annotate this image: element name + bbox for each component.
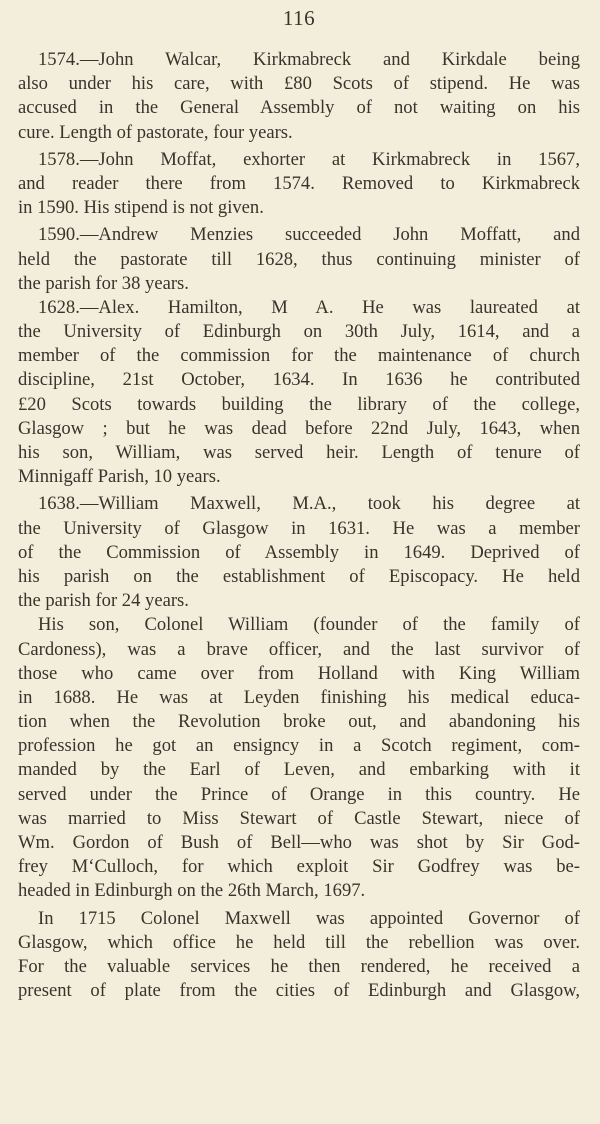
entry-maxwell <box>18 492 580 613</box>
text-line: profession he got an ensigncy in a Scotch regiment, com- <box>18 735 580 757</box>
text-line: the parish for 38 years. <box>18 272 189 294</box>
text-line: the University of Glasgow in 1631. He was a member <box>18 517 580 539</box>
text-line: the University of Edinburgh on 30th July, 1614, and a <box>18 321 580 343</box>
entry-moffat <box>18 148 580 221</box>
text-line: Glasgow ; but he was dead before 22nd July, 1643, when <box>18 417 580 439</box>
text-line: member of the commission for the maintenance of church <box>18 345 580 367</box>
text-line: Wm. Gordon of Bush of Bell—who was shot by Sir God- <box>18 832 580 853</box>
text-line: His son, Colonel William (founder of the family of <box>38 614 580 636</box>
text-line: present of plate from the cities of Edinburgh and Glasgow, <box>18 980 580 1002</box>
text-line: his parish on the establishment of Episcopacy. He held <box>18 565 580 587</box>
text-line: the parish for 24 years. <box>18 590 189 612</box>
text-line: cure. Length of pastorate, four years. <box>18 121 293 143</box>
page-number: 116 <box>282 6 316 30</box>
text-line: and reader there from 1574. Removed to Kirkmabreck <box>18 172 580 194</box>
entry-governor <box>18 907 580 1004</box>
text-line: 1574.—John Walcar, Kirkmabreck and Kirkdale being <box>38 49 580 70</box>
text-line: also under his care, with £80 Scots of stipend. He was <box>18 73 580 95</box>
text-line: tion when the Revolution broke out, and abandoning his <box>18 711 580 733</box>
entry-hamilton <box>18 296 580 490</box>
text-line: 1628.—Alex. Hamilton, M A. He was laureated at <box>38 296 580 318</box>
text-line: headed in Edinburgh on the 26th March, 1697. <box>18 880 366 902</box>
text-line: served under the Prince of Orange in this country. He <box>18 783 580 805</box>
text-line: Minnigaff Parish, 10 years. <box>18 466 221 488</box>
text-line: of the Commission of Assembly in 1649. Deprived of <box>18 541 580 563</box>
text-line: Glasgow, which office he held till the rebellion was over. <box>18 931 580 953</box>
text-line: in 1688. He was at Leyden finishing his medical educa- <box>18 686 580 708</box>
text-line: frey M‘Culloch, for which exploit Sir Godfrey was be- <box>18 856 580 878</box>
text-line: those who came over from Holland with King William <box>18 662 580 684</box>
text-line: was married to Miss Stewart of Castle Stewart, niece of <box>18 807 580 829</box>
text-line: 1590.—Andrew Menzies succeeded John Moffatt, and <box>38 224 580 246</box>
text-line: held the pastorate till 1628, thus continuing minister of <box>18 248 580 270</box>
text-line: in 1590. His stipend is not given. <box>18 197 264 219</box>
text-line: Cardoness), was a brave officer, and the last survivor of <box>18 638 580 660</box>
entry-colonel-william <box>18 613 580 903</box>
text-line: In 1715 Colonel Maxwell was appointed Governor of <box>38 907 580 929</box>
entry-walcar <box>18 48 580 145</box>
text-line: his son, William, was served heir. Length of tenure of <box>18 442 580 463</box>
entry-menzies <box>18 223 580 296</box>
text-line: 1578.—John Moffat, exhorter at Kirkmabreck in 1567, <box>38 148 580 170</box>
text-line: £20 Scots towards building the library of the college, <box>18 393 580 415</box>
text-line: manded by the Earl of Leven, and embarking with it <box>18 759 580 781</box>
text-line: accused in the General Assembly of not waiting on his <box>18 97 580 119</box>
text-line: discipline, 21st October, 1634. In 1636 he contributed <box>18 369 580 391</box>
text-line: For the valuable services he then rendered, he received a <box>18 955 580 977</box>
text-line: 1638.—William Maxwell, M.A., took his degree at <box>38 493 580 515</box>
